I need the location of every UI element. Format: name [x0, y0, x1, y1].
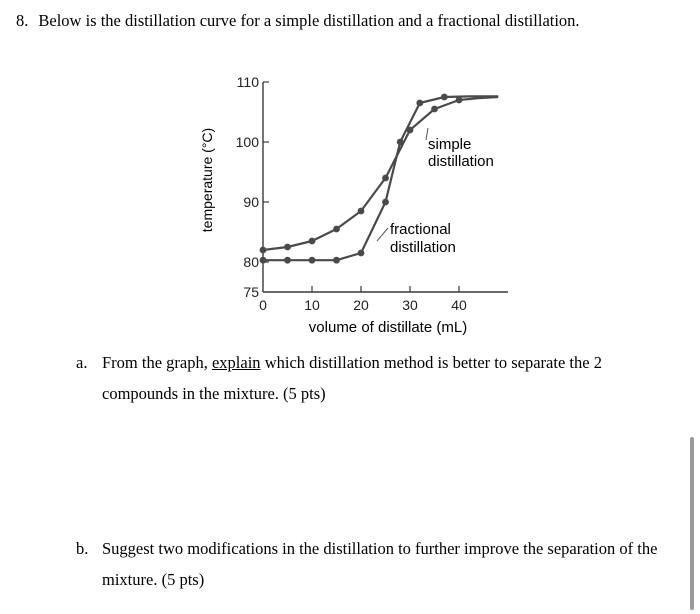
part-a-letter: a.: [76, 353, 88, 372]
chart-series-lines: [263, 96, 498, 260]
annotation-fractional-line1: fractional: [390, 221, 451, 238]
series-line-0: [263, 97, 498, 250]
x-tick-label-30: 30: [402, 297, 418, 313]
series-1-point-3: [333, 257, 340, 264]
series-0-point-6: [407, 127, 414, 134]
series-1-point-1: [284, 257, 291, 264]
x-tick-label-10: 10: [304, 297, 320, 313]
x-tick-label-20: 20: [353, 297, 369, 313]
series-1-point-0: [260, 257, 267, 264]
page-scrollbar[interactable]: [690, 437, 694, 610]
series-1-point-4: [358, 250, 365, 257]
annotation-simple-line1: simple: [428, 136, 472, 153]
series-line-1: [263, 96, 498, 260]
series-1-point-8: [441, 94, 448, 101]
y-tick-label-110: 110: [236, 74, 259, 90]
series-1-point-7: [416, 100, 423, 107]
series-0-point-7: [431, 106, 438, 113]
y-tick-label-100: 100: [235, 134, 259, 150]
part-a-text: [102, 347, 676, 409]
y-axis-label: temperature (°C): [199, 127, 215, 233]
y-tick-label-80: 80: [243, 254, 259, 270]
part-a-text-start: From the graph,: [102, 353, 212, 372]
question-number: 8.: [16, 11, 29, 30]
series-0-point-5: [382, 175, 389, 182]
question-text: Below is the distillation curve for a simple distillation and a fractional distillation.: [38, 11, 580, 30]
series-0-point-0: [260, 247, 267, 254]
part-b: [76, 533, 676, 595]
series-1-point-6: [397, 139, 404, 146]
series-0-point-4: [358, 208, 365, 215]
series-1-point-2: [309, 257, 316, 264]
annotation-simple-line2: distillation: [428, 153, 494, 170]
part-a-emphasis: explain: [211, 353, 261, 372]
series-0-point-3: [333, 226, 340, 233]
series-1-point-5: [382, 199, 389, 206]
fractional-callout-line: [377, 228, 388, 241]
x-axis-label: volume of distillate (mL): [308, 319, 468, 336]
x-tick-label-0: 0: [259, 297, 267, 313]
part-a: [76, 347, 676, 409]
annotation-fractional-line2: distillation: [390, 239, 456, 256]
part-b-letter: b.: [76, 539, 89, 558]
part-b-text: Suggest two modifications in the distillation to further improve the separation of the mixture. (5 pts): [102, 539, 658, 589]
y-tick-label-90: 90: [243, 194, 259, 210]
x-tick-label-40: 40: [451, 297, 467, 313]
y-tick-label-75: 75: [243, 284, 259, 300]
series-0-point-1: [284, 244, 291, 251]
part-a-text-end: which distillation method is better to separate the 2 compounds in the mixture. (5 pts): [102, 353, 602, 403]
series-0-point-2: [309, 238, 316, 245]
series-0-point-8: [456, 97, 463, 104]
